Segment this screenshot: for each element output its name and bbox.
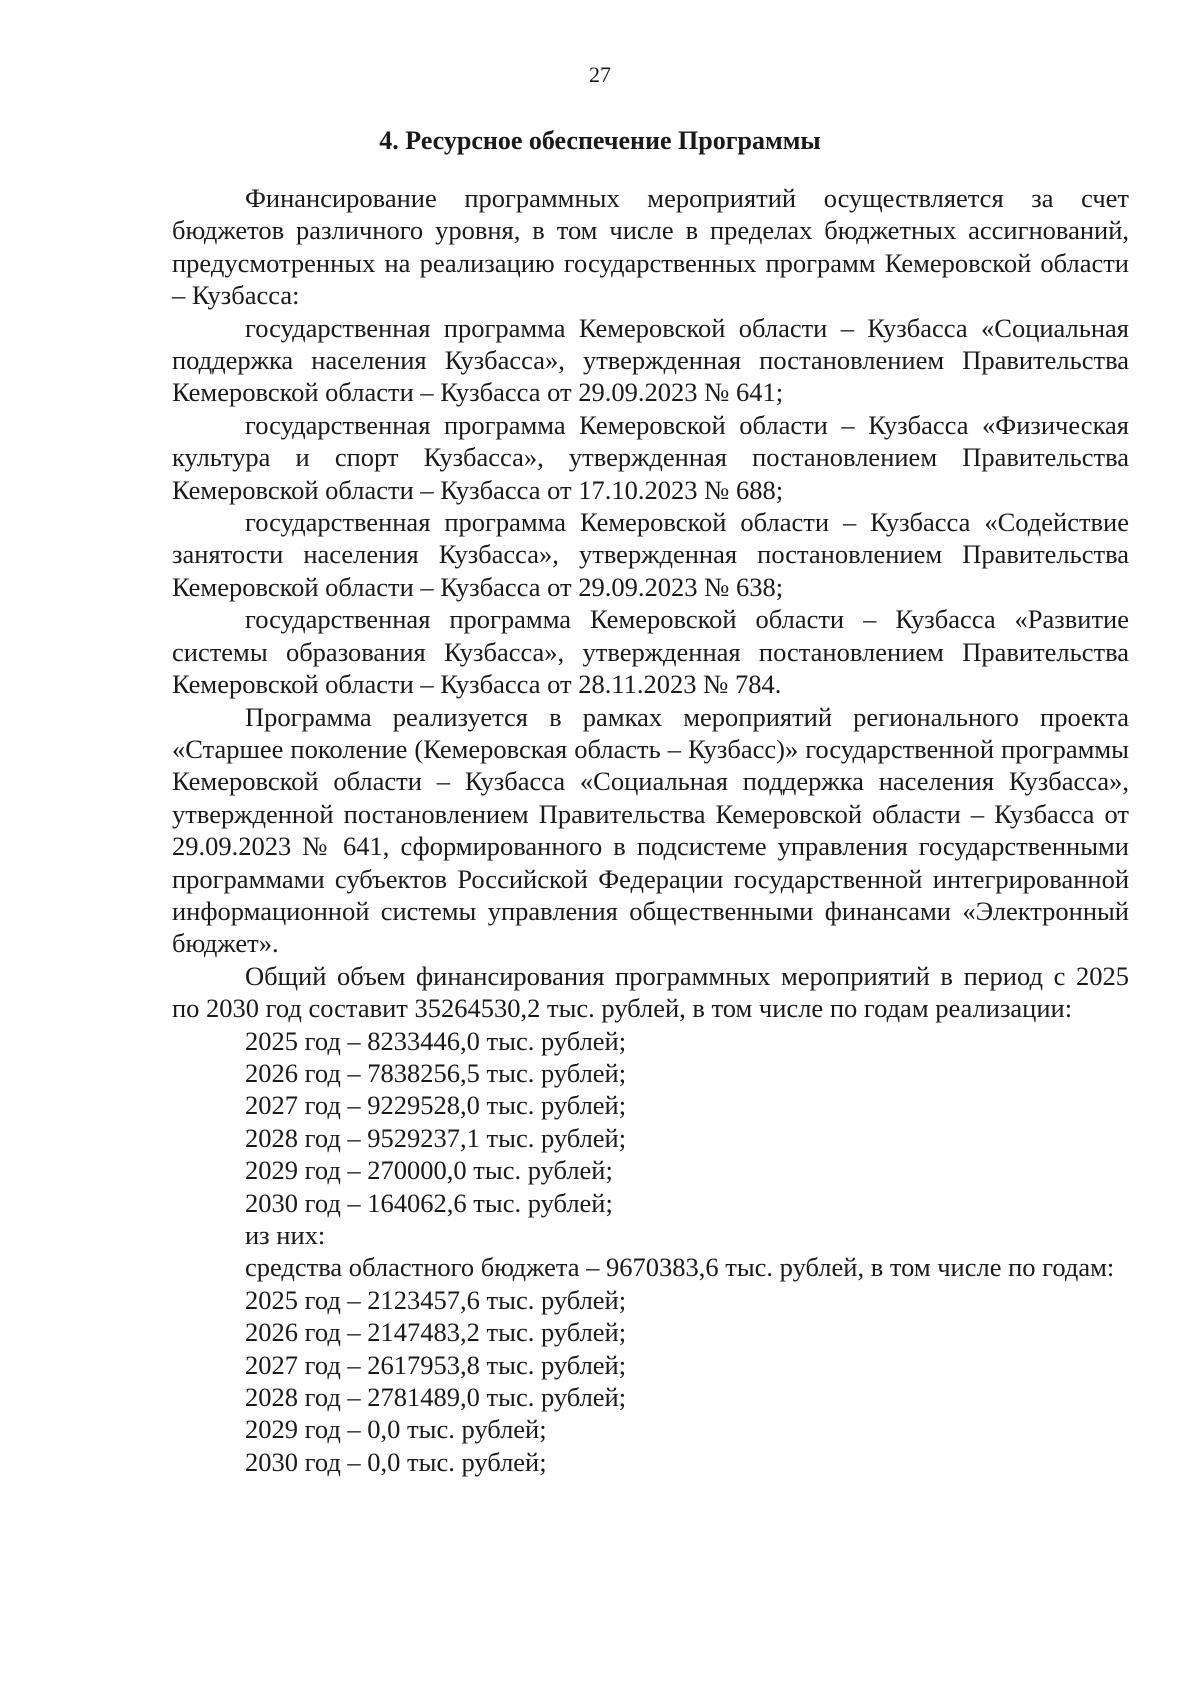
paragraph-regional-budget: средства областного бюджета – 9670383,6 тыс. рублей, в том числе по годам:	[245, 1252, 1115, 1283]
list-item: 2025 год – 8233446,0 тыс. рублей;	[245, 1025, 627, 1056]
paragraph-program-education: государственная программа Кемеровской области – Кузбасса «Развитие системы образования Кузбасса», утвержденная постановлением Правительства Кемеровской области – Кузбасса от 28.11.2023 № 784.	[172, 604, 1129, 700]
list-item: 2026 год – 2147483,2 тыс. рублей;	[245, 1317, 627, 1348]
list-item: 2027 год – 2617953,8 тыс. рублей;	[245, 1349, 627, 1380]
paragraph-program-employment: государственная программа Кемеровской области – Кузбасса «Содействие занятости населения Кузбасса», утвержденная постановлением Правительства Кемеровской области – Кузбасса от 29.09.2023 № 638;	[172, 507, 1129, 602]
paragraph-regional-project: Программа реализуется в рамках мероприятий регионального проекта «Старшее поколение (Кемеровская область – Кузбасс)» государственной программы Кемеровской области – Кузбасса «Социальная поддержка населения Кузбасса», утвержденной постановлением Правительства Кемеровской области – Кузбасса от 29.09.2023 № 641, сформированного в подсистеме управления государственными программами субъектов Российской Федерации государственной интегрированной информационной системы управления общественными финансами «Электронный бюджет».	[172, 701, 1129, 959]
list-item: 2029 год – 270000,0 тыс. рублей;	[245, 1155, 613, 1186]
list-item: 2030 год – 0,0 тыс. рублей;	[245, 1446, 547, 1477]
page-number: 27	[589, 62, 611, 87]
paragraph-financing-sources: Финансирование программных мероприятий осуществляется за счет бюджетов различного уровня, в том числе в пределах бюджетных ассигнований, предусмотренных на реализацию государственных программ Кемеровской области – Кузбасса:	[172, 183, 1129, 311]
list-item: 2029 год – 0,0 тыс. рублей;	[245, 1414, 547, 1445]
regional-by-year-list	[172, 1284, 1129, 1478]
of-them-label: из них:	[245, 1220, 326, 1250]
paragraph-total-financing: Общий объем финансирования программных мероприятий в период с 2025 по 2030 год составит 35264530,2 тыс. рублей, в том числе по годам реализации:	[172, 960, 1129, 1024]
list-item: 2028 год – 2781489,0 тыс. рублей;	[245, 1382, 627, 1413]
paragraph-program-sport: государственная программа Кемеровской области – Кузбасса «Физическая культура и спорт Кузбасса», утвержденная постановлением Правительства Кемеровской области – Кузбасса от 17.10.2023 № 688;	[172, 409, 1129, 505]
section-heading: 4. Ресурсное обеспечение Программы	[379, 126, 821, 155]
list-item: 2027 год – 9229528,0 тыс. рублей;	[245, 1090, 627, 1121]
paragraph-program-social-support: государственная программа Кемеровской области – Кузбасса «Социальная поддержка населения Кузбасса», утвержденная постановлением Правительства Кемеровской области – Кузбасса от 29.09.2023 № 641;	[172, 312, 1129, 408]
list-item: 2030 год – 164062,6 тыс. рублей;	[245, 1187, 613, 1218]
list-item: 2028 год – 9529237,1 тыс. рублей;	[245, 1122, 627, 1153]
total-by-year-list	[172, 1025, 1129, 1219]
document-body	[172, 182, 1129, 1478]
list-item: 2026 год – 7838256,5 тыс. рублей;	[245, 1057, 627, 1088]
list-item: 2025 год – 2123457,6 тыс. рублей;	[245, 1284, 627, 1315]
